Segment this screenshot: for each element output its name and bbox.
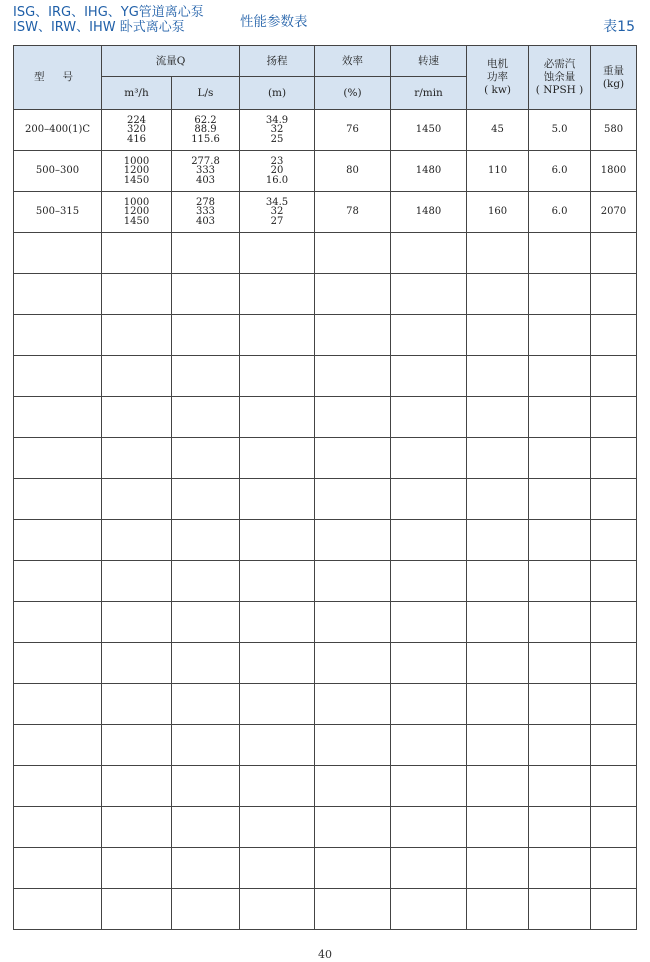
cell-weight bbox=[591, 233, 637, 274]
header-model-a: 型 bbox=[34, 71, 45, 83]
cell-flow-ls bbox=[172, 110, 240, 151]
cell-value: 333 bbox=[195, 165, 216, 177]
cell-speed bbox=[391, 438, 467, 479]
empty-row bbox=[14, 766, 637, 807]
cell-head bbox=[240, 356, 315, 397]
cell-value: 23 bbox=[270, 155, 284, 167]
cell-power bbox=[467, 643, 529, 684]
cell-npsh bbox=[529, 274, 591, 315]
cell-head bbox=[240, 766, 315, 807]
cell-model bbox=[14, 766, 102, 807]
cell-npsh bbox=[529, 438, 591, 479]
header-speed: 转速 bbox=[391, 46, 467, 77]
cell-head bbox=[240, 602, 315, 643]
cell-flow-ls bbox=[172, 889, 240, 930]
cell-weight: 580 bbox=[591, 110, 637, 151]
cell-flow-m3h bbox=[102, 356, 172, 397]
cell-eff bbox=[315, 766, 391, 807]
cell-speed bbox=[391, 684, 467, 725]
cell-power bbox=[467, 889, 529, 930]
cell-eff bbox=[315, 315, 391, 356]
cell-weight bbox=[591, 520, 637, 561]
cell-value: 32 bbox=[270, 206, 284, 218]
empty-row bbox=[14, 725, 637, 766]
header-head: 扬程 bbox=[240, 46, 315, 77]
cell-speed bbox=[391, 479, 467, 520]
cell-flow-ls bbox=[172, 684, 240, 725]
cell-flow-ls bbox=[172, 479, 240, 520]
cell-flow-m3h bbox=[102, 110, 172, 151]
cell-weight bbox=[591, 438, 637, 479]
cell-flow-ls bbox=[172, 520, 240, 561]
cell-weight bbox=[591, 766, 637, 807]
cell-power bbox=[467, 397, 529, 438]
cell-head bbox=[240, 807, 315, 848]
cell-npsh bbox=[529, 889, 591, 930]
cell-eff bbox=[315, 725, 391, 766]
cell-model bbox=[14, 561, 102, 602]
cell-speed bbox=[391, 520, 467, 561]
cell-npsh bbox=[529, 561, 591, 602]
cell-flow-m3h bbox=[102, 233, 172, 274]
cell-power bbox=[467, 561, 529, 602]
cell-model bbox=[14, 725, 102, 766]
cell-eff bbox=[315, 602, 391, 643]
cell-speed bbox=[391, 356, 467, 397]
cell-power bbox=[467, 479, 529, 520]
cell-flow-m3h bbox=[102, 602, 172, 643]
cell-value: 1000 bbox=[123, 155, 150, 167]
cell-head bbox=[240, 233, 315, 274]
cell-value: 277.8 bbox=[191, 155, 220, 167]
cell-power bbox=[467, 233, 529, 274]
cell-flow-m3h bbox=[102, 561, 172, 602]
empty-row bbox=[14, 233, 637, 274]
cell-flow-m3h bbox=[102, 725, 172, 766]
cell-value: 62.2 bbox=[194, 114, 217, 126]
cell-head bbox=[240, 684, 315, 725]
cell-speed bbox=[391, 848, 467, 889]
empty-row bbox=[14, 684, 637, 725]
cell-model bbox=[14, 274, 102, 315]
cell-weight bbox=[591, 848, 637, 889]
cell-eff bbox=[315, 356, 391, 397]
cell-speed bbox=[391, 602, 467, 643]
header-npsh bbox=[529, 46, 591, 110]
cell-value: 16.0 bbox=[265, 174, 289, 186]
cell-flow-ls bbox=[172, 561, 240, 602]
cell-speed: 1480 bbox=[391, 151, 467, 192]
cell-value: 333 bbox=[195, 206, 216, 218]
empty-row bbox=[14, 356, 637, 397]
cell-power bbox=[467, 848, 529, 889]
title-line-2: ISW、IRW、IHW 卧式离心泵 bbox=[13, 20, 185, 35]
cell-flow-m3h bbox=[102, 684, 172, 725]
page-number: 40 bbox=[318, 948, 332, 961]
cell-head bbox=[240, 151, 315, 192]
cell-head bbox=[240, 315, 315, 356]
cell-value: 403 bbox=[195, 174, 216, 186]
cell-head bbox=[240, 848, 315, 889]
cell-model bbox=[14, 807, 102, 848]
empty-row bbox=[14, 520, 637, 561]
cell-flow-ls bbox=[172, 397, 240, 438]
cell-power bbox=[467, 766, 529, 807]
cell-speed bbox=[391, 643, 467, 684]
cell-flow-ls bbox=[172, 233, 240, 274]
cell-eff: 76 bbox=[315, 110, 391, 151]
cell-power bbox=[467, 356, 529, 397]
cell-flow-m3h bbox=[102, 397, 172, 438]
cell-flow-ls bbox=[172, 274, 240, 315]
cell-eff bbox=[315, 397, 391, 438]
cell-speed bbox=[391, 561, 467, 602]
header-weight bbox=[591, 46, 637, 110]
cell-npsh bbox=[529, 766, 591, 807]
cell-eff bbox=[315, 274, 391, 315]
header-head-unit: (m) bbox=[240, 77, 315, 110]
cell-eff bbox=[315, 561, 391, 602]
cell-eff: 78 bbox=[315, 192, 391, 233]
cell-speed bbox=[391, 274, 467, 315]
cell-model bbox=[14, 889, 102, 930]
cell-flow-ls bbox=[172, 438, 240, 479]
cell-model bbox=[14, 397, 102, 438]
cell-flow-m3h bbox=[102, 520, 172, 561]
cell-speed: 1450 bbox=[391, 110, 467, 151]
cell-value: 416 bbox=[126, 133, 147, 145]
cell-head bbox=[240, 520, 315, 561]
table-number: 表15 bbox=[603, 19, 635, 35]
cell-speed bbox=[391, 889, 467, 930]
header-flow: 流量Q bbox=[102, 46, 240, 77]
cell-weight bbox=[591, 643, 637, 684]
table-row bbox=[14, 151, 637, 192]
header-npsh-unit: ( NPSH ) bbox=[535, 84, 584, 96]
cell-model bbox=[14, 643, 102, 684]
cell-flow-m3h bbox=[102, 848, 172, 889]
cell-value: 1200 bbox=[123, 165, 150, 177]
cell-head bbox=[240, 192, 315, 233]
cell-value: 1450 bbox=[123, 174, 150, 186]
cell-flow-m3h bbox=[102, 643, 172, 684]
cell-weight bbox=[591, 315, 637, 356]
cell-value: 32 bbox=[270, 124, 284, 136]
cell-npsh bbox=[529, 397, 591, 438]
cell-flow-ls bbox=[172, 602, 240, 643]
cell-flow-ls bbox=[172, 643, 240, 684]
header-efficiency: 效率 bbox=[315, 46, 391, 77]
cell-head bbox=[240, 274, 315, 315]
header-npsh-line2: 蚀余量 bbox=[543, 71, 576, 83]
cell-power: 110 bbox=[467, 151, 529, 192]
cell-npsh: 6.0 bbox=[529, 192, 591, 233]
header-efficiency-unit: (%) bbox=[315, 77, 391, 110]
cell-head bbox=[240, 889, 315, 930]
cell-speed bbox=[391, 397, 467, 438]
cell-value: 224 bbox=[126, 114, 147, 126]
cell-npsh bbox=[529, 233, 591, 274]
cell-npsh bbox=[529, 807, 591, 848]
cell-speed bbox=[391, 766, 467, 807]
cell-flow-ls bbox=[172, 192, 240, 233]
cell-value: 1000 bbox=[123, 196, 150, 208]
cell-head bbox=[240, 479, 315, 520]
cell-value: 403 bbox=[195, 215, 216, 227]
cell-power: 45 bbox=[467, 110, 529, 151]
cell-power bbox=[467, 315, 529, 356]
cell-flow-m3h bbox=[102, 151, 172, 192]
header-power-unit: ( kw) bbox=[484, 84, 511, 96]
table-row bbox=[14, 110, 637, 151]
cell-npsh bbox=[529, 520, 591, 561]
header-power-line1: 电机 bbox=[487, 58, 509, 70]
cell-weight bbox=[591, 807, 637, 848]
cell-eff bbox=[315, 848, 391, 889]
cell-npsh bbox=[529, 643, 591, 684]
cell-weight bbox=[591, 397, 637, 438]
cell-weight bbox=[591, 561, 637, 602]
cell-flow-ls bbox=[172, 848, 240, 889]
empty-row bbox=[14, 602, 637, 643]
cell-value: 34.5 bbox=[265, 196, 289, 208]
cell-value: 25 bbox=[270, 133, 284, 145]
cell-model: 500–315 bbox=[14, 192, 102, 233]
cell-power bbox=[467, 438, 529, 479]
cell-value: 27 bbox=[270, 215, 284, 227]
empty-row bbox=[14, 561, 637, 602]
cell-npsh bbox=[529, 356, 591, 397]
header-power-line2: 功率 bbox=[487, 71, 509, 83]
cell-eff bbox=[315, 684, 391, 725]
cell-flow-m3h bbox=[102, 315, 172, 356]
cell-npsh bbox=[529, 684, 591, 725]
cell-eff bbox=[315, 438, 391, 479]
cell-weight: 1800 bbox=[591, 151, 637, 192]
header-model-b: 号 bbox=[62, 71, 73, 83]
cell-eff bbox=[315, 807, 391, 848]
performance-table bbox=[13, 45, 637, 930]
header-flow-ls: L/s bbox=[172, 77, 240, 110]
cell-flow-ls bbox=[172, 356, 240, 397]
cell-value: 34.9 bbox=[265, 114, 289, 126]
cell-eff bbox=[315, 479, 391, 520]
cell-value: 88.9 bbox=[194, 124, 217, 136]
cell-flow-ls bbox=[172, 807, 240, 848]
empty-row bbox=[14, 274, 637, 315]
cell-power: 160 bbox=[467, 192, 529, 233]
cell-weight bbox=[591, 479, 637, 520]
cell-model bbox=[14, 520, 102, 561]
header-weight-label: 重量 bbox=[603, 64, 625, 77]
cell-eff bbox=[315, 643, 391, 684]
cell-speed bbox=[391, 315, 467, 356]
empty-row bbox=[14, 643, 637, 684]
empty-row bbox=[14, 397, 637, 438]
cell-head bbox=[240, 110, 315, 151]
cell-model bbox=[14, 602, 102, 643]
header-model bbox=[14, 46, 102, 110]
empty-row bbox=[14, 438, 637, 479]
header-power bbox=[467, 46, 529, 110]
cell-power bbox=[467, 684, 529, 725]
cell-model bbox=[14, 315, 102, 356]
cell-model bbox=[14, 848, 102, 889]
cell-model bbox=[14, 356, 102, 397]
cell-value: 20 bbox=[270, 165, 284, 177]
cell-flow-m3h bbox=[102, 479, 172, 520]
cell-npsh bbox=[529, 602, 591, 643]
cell-weight bbox=[591, 725, 637, 766]
cell-flow-ls bbox=[172, 725, 240, 766]
header-speed-unit: r/min bbox=[391, 77, 467, 110]
cell-flow-m3h bbox=[102, 438, 172, 479]
cell-head bbox=[240, 643, 315, 684]
cell-weight: 2070 bbox=[591, 192, 637, 233]
cell-weight bbox=[591, 356, 637, 397]
cell-npsh bbox=[529, 479, 591, 520]
cell-value: 115.6 bbox=[191, 133, 220, 145]
cell-value: 320 bbox=[126, 124, 147, 136]
cell-npsh bbox=[529, 848, 591, 889]
cell-value: 278 bbox=[195, 196, 216, 208]
cell-head bbox=[240, 725, 315, 766]
cell-flow-m3h bbox=[102, 274, 172, 315]
cell-power bbox=[467, 602, 529, 643]
cell-eff: 80 bbox=[315, 151, 391, 192]
cell-power bbox=[467, 725, 529, 766]
cell-model bbox=[14, 438, 102, 479]
cell-weight bbox=[591, 684, 637, 725]
cell-model bbox=[14, 233, 102, 274]
cell-model bbox=[14, 684, 102, 725]
empty-row bbox=[14, 848, 637, 889]
header-flow-m3h: m³/h bbox=[102, 77, 172, 110]
title-line-1: ISG、IRG、IHG、YG管道离心泵 bbox=[13, 5, 204, 20]
cell-flow-ls bbox=[172, 315, 240, 356]
cell-flow-ls bbox=[172, 151, 240, 192]
cell-speed: 1480 bbox=[391, 192, 467, 233]
cell-npsh: 6.0 bbox=[529, 151, 591, 192]
cell-head bbox=[240, 561, 315, 602]
empty-row bbox=[14, 889, 637, 930]
empty-row bbox=[14, 315, 637, 356]
cell-power bbox=[467, 520, 529, 561]
cell-eff bbox=[315, 889, 391, 930]
cell-npsh bbox=[529, 725, 591, 766]
cell-speed bbox=[391, 807, 467, 848]
cell-model bbox=[14, 479, 102, 520]
cell-flow-m3h bbox=[102, 766, 172, 807]
cell-eff bbox=[315, 233, 391, 274]
cell-flow-m3h bbox=[102, 889, 172, 930]
cell-eff bbox=[315, 520, 391, 561]
cell-speed bbox=[391, 233, 467, 274]
cell-npsh: 5.0 bbox=[529, 110, 591, 151]
cell-flow-m3h bbox=[102, 807, 172, 848]
table-subtitle: 性能参数表 bbox=[240, 14, 308, 30]
table-row bbox=[14, 192, 637, 233]
header-weight-unit: (kg) bbox=[602, 77, 625, 90]
empty-row bbox=[14, 807, 637, 848]
cell-flow-ls bbox=[172, 766, 240, 807]
cell-weight bbox=[591, 274, 637, 315]
cell-weight bbox=[591, 889, 637, 930]
cell-head bbox=[240, 438, 315, 479]
cell-model: 200–400(1)C bbox=[14, 110, 102, 151]
cell-flow-m3h bbox=[102, 192, 172, 233]
cell-npsh bbox=[529, 315, 591, 356]
cell-weight bbox=[591, 602, 637, 643]
header-npsh-line1: 必需汽 bbox=[543, 58, 576, 70]
cell-power bbox=[467, 807, 529, 848]
cell-head bbox=[240, 397, 315, 438]
cell-value: 1200 bbox=[123, 206, 150, 218]
cell-power bbox=[467, 274, 529, 315]
cell-speed bbox=[391, 725, 467, 766]
empty-row bbox=[14, 479, 637, 520]
cell-value: 1450 bbox=[123, 215, 150, 227]
cell-model: 500–300 bbox=[14, 151, 102, 192]
